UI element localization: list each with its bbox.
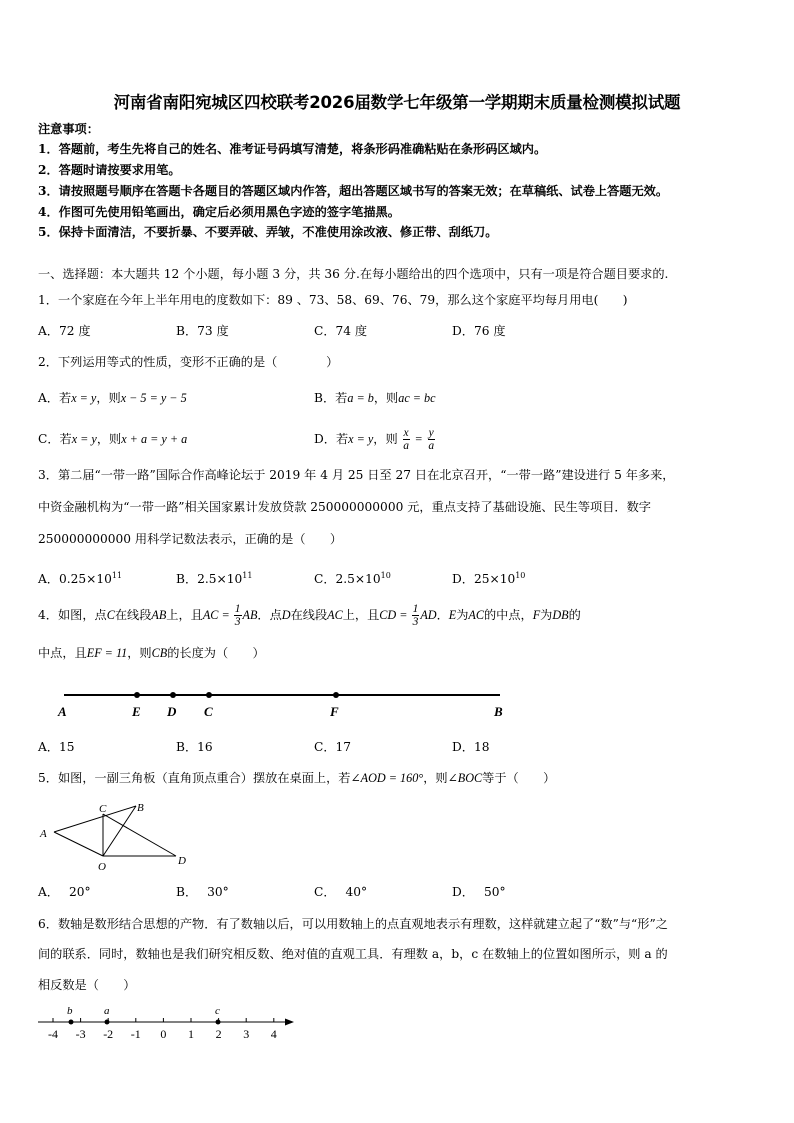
q3-line3: 250000000000 用科学记数法表示，正确的是（ ） [38,532,343,546]
label-b: B [137,802,144,814]
page-title: 河南省南阳宛城区四校联考2026届数学七年级第一学期期末质量检测模拟试题 [113,93,681,112]
label-a: A [58,704,67,719]
q5-option-c: C． 40° [314,885,368,899]
q1-option-d: D．76 度 [452,324,506,338]
notice-item: 1．答题前，考生先将自己的姓名、准考证号码填写清楚，将条形码准确粘贴在条形码区域内。 [38,142,547,156]
point-b [69,1020,74,1025]
notice-item: 5．保持卡面清洁，不要折暴、不要弄破、弄皱，不准使用涂改液、修正带、刮纸刀。 [38,225,498,239]
point-e [134,692,140,698]
q5-option-b: B． 30° [176,885,229,899]
q2-option-a: A．若x = y，则x − 5 = y − 5 [38,391,187,405]
tick-label: 2 [215,1027,222,1041]
q4-line2: 中点，且EF = 11，则CB的长度为（ ） [38,646,265,660]
tick-label: -3 [75,1027,86,1041]
label-c: c [215,1005,220,1017]
q4-option-d: D．18 [452,740,490,754]
q2-stem: 2．下列运用等式的性质，变形不正确的是（ ） [38,355,339,369]
label-b: b [67,1005,73,1017]
notice-heading: 注意事项： [38,122,99,136]
arrow-icon [285,1019,294,1026]
label-o: O [98,861,106,873]
label-a: A [40,828,47,840]
label-e: E [132,704,141,719]
q1-option-b: B．73 度 [176,324,229,338]
label-d: D [178,855,186,867]
point-c [206,692,212,698]
section-heading: 一、选择题：本大题共 12 个小题，每小题 3 分，共 36 分.在每小题给出的四个选项中，只有一项是符合题目要求的. [38,267,669,281]
q3-option-a: A．$0.25\times 10^{11}$ [38,571,123,587]
q1-option-a: A．72 度 [38,324,91,338]
point-c [216,1020,221,1025]
q3-line2: 中资金融机构为“一带一路”相关国家累计发放贷款 250000000000 元，重点支持了基础设施、民生等项目．数字 [38,500,651,514]
label-c: C [204,704,213,719]
notice-item: 2．答题时请按要求用笔。 [38,163,181,177]
tick-label: -1 [130,1027,141,1041]
q5-triangle-figure [36,792,196,874]
label-f: F [330,704,339,719]
label-c: C [99,803,107,815]
q6-line1: 6．数轴是数形结合思想的产物．有了数轴以后，可以用数轴上的点直观地表示有理数，这样就建立起了“数”与“形”之 [38,917,668,931]
tick-label: 1 [188,1027,194,1041]
q6-line2: 间的联系．同时，数轴也是我们研究相反数、绝对值的直观工具．有理数 a，b，c 在数轴上的位置如图所示，则 a 的 [38,947,668,961]
tick-label: 4 [270,1027,277,1041]
point-a [105,1020,110,1025]
q4-segment-figure [40,680,520,720]
q4-option-c: C．17 [314,740,352,754]
notice-item: 4．作图可先使用铅笔画出，确定后必须用黑色字迹的签字笔描黑。 [38,205,400,219]
point-f [333,692,339,698]
q5-option-d: D． 50° [452,885,506,899]
q4-option-b: B．16 [176,740,213,754]
q2-option-c: C．若x = y，则x + a = y + a [38,432,188,446]
q6-number-line [36,1000,298,1044]
q5-option-a: A． 20° [38,885,91,899]
q3-option-b: B．$2.5\times 10^{11}$ [176,571,253,587]
label-d: D [167,704,177,719]
label-b: B [494,704,503,719]
q2-option-d: D．若x = y，则 $\frac{x}{a}$ = $\frac{y}{a}$ [314,427,435,452]
tick-label: -2 [103,1027,114,1041]
q2-option-b: B．若a = b，则ac = bc [314,391,436,405]
q4-line1: 4．如图，点C在线段AB上，且AC = $\frac{1}{3}$ AB．点D在线段AC上，且CD = $\frac{1}{3}$ AD．E为AC的中点，F为DB的 [38,603,581,628]
point-d [170,692,176,698]
q6-line3: 相反数是（ ） [38,978,136,992]
q4-option-a: A．15 [38,740,75,754]
tick-label: 3 [243,1027,250,1041]
notice-item: 3．请按照题号顺序在答题卡各题目的答题区域内作答，超出答题区域书写的答案无效；在草稿纸、试卷上答题无效。 [38,184,669,198]
q3-option-c: C．$2.5\times 10^{10}$ [314,571,391,587]
q5-stem: 5．如图，一副三角板（直角顶点重合）摆放在桌面上，若∠AOD = 160°，则∠BOC等于（ ） [38,771,556,785]
tick-label: -4 [48,1027,58,1041]
q3-line1: 3．第二届“一带一路”国际合作高峰论坛于 2019 年 4 月 25 日至 27 日在北京召开，“一带一路”建设进行 5 年多来， [38,468,675,482]
tick-label: 0 [160,1027,167,1041]
q3-option-d: D．$25\times 10^{10}$ [452,571,526,587]
q1-option-c: C．74 度 [314,324,368,338]
q1-stem: 1．一个家庭在今年上半年用电的度数如下：89 、73、58、69、76、79，那么这个家庭平均每月用电( ) [38,293,628,307]
label-a: a [104,1005,110,1017]
